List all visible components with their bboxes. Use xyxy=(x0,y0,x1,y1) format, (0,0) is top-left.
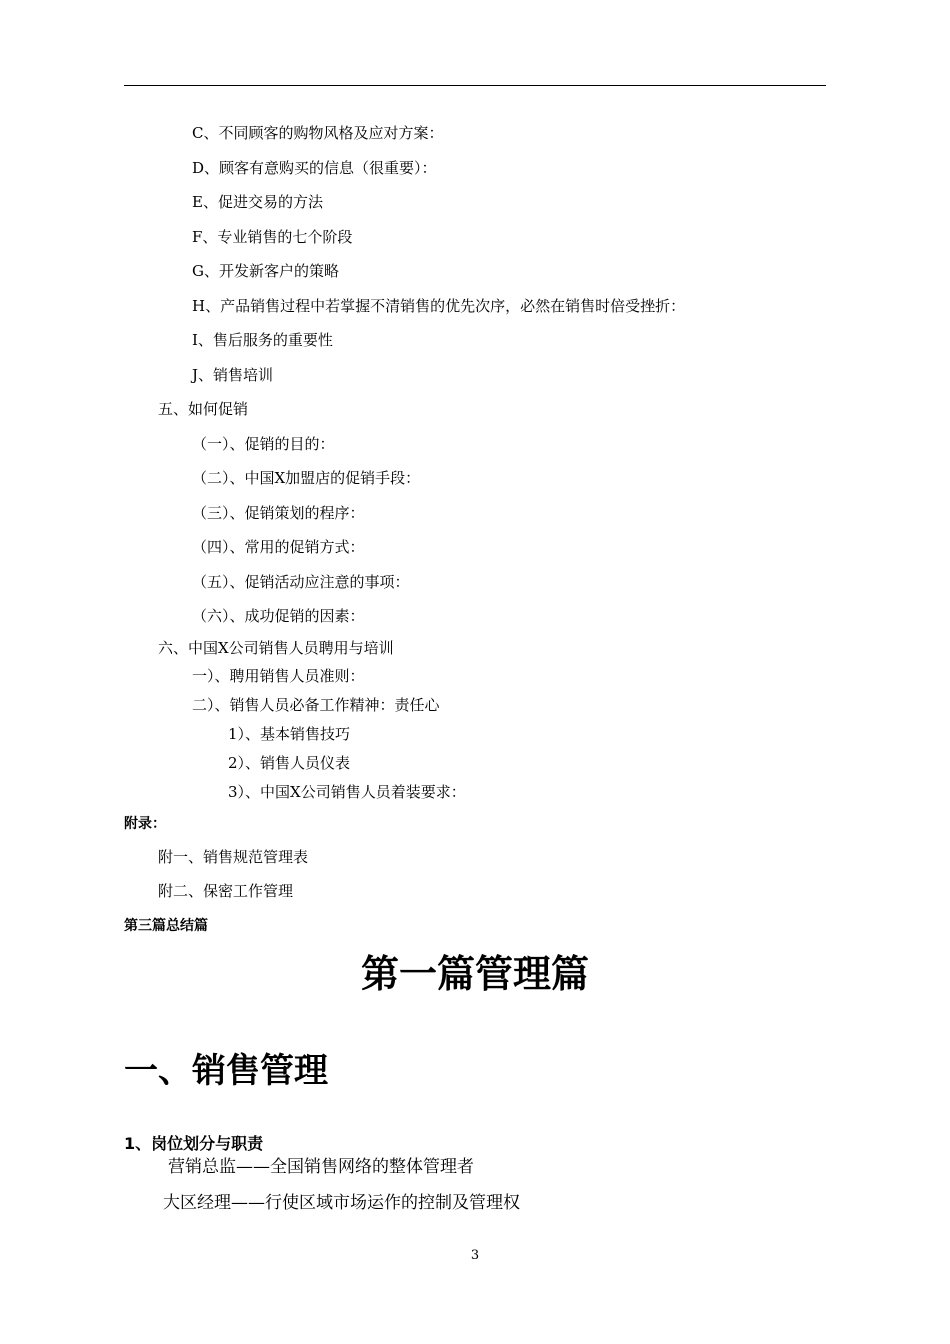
toc-item-e: E、促进交易的方法 xyxy=(192,193,323,211)
section-title: 1、岗位划分与职责 xyxy=(124,1134,264,1153)
toc-item-5-3: （三）、促销策划的程序： xyxy=(192,504,365,522)
toc-item-j: J、销售培训 xyxy=(192,366,274,384)
toc-item-d: D、顾客有意购买的信息（很重要）： xyxy=(192,159,437,177)
toc-item-5-4: （四）、常用的促销方式： xyxy=(192,538,365,556)
toc-item-c: C、不同顾客的购物风格及应对方案： xyxy=(192,124,444,142)
toc-appendix-heading: 附录： xyxy=(124,816,166,832)
toc-item-h: H、产品销售过程中若掌握不清销售的优先次序，必然在销售时倍受挫折： xyxy=(192,297,686,315)
header-rule xyxy=(124,85,826,86)
toc-item-f: F、专业销售的七个阶段 xyxy=(192,228,353,246)
toc-appendix-1: 附一、销售规范管理表 xyxy=(158,848,309,866)
toc-item-5-2: （二）、中国X加盟店的促销手段： xyxy=(192,469,421,487)
chapter-title: 一、销售管理 xyxy=(124,1051,328,1091)
toc-section-6: 六、中国X公司销售人员聘用与培训 xyxy=(158,639,394,657)
toc-item-i: I、售后服务的重要性 xyxy=(192,331,333,349)
toc-item-5-6: （六）、成功促销的因素： xyxy=(192,607,365,625)
toc-item-6-2-2: 2）、销售人员仪表 xyxy=(228,754,351,772)
toc-item-5-1: （一）、促销的目的： xyxy=(192,435,335,453)
part-title: 第一篇管理篇 xyxy=(360,952,589,996)
toc-item-6-1: 一）、聘用销售人员准则： xyxy=(192,667,365,685)
toc-section-5: 五、如何促销 xyxy=(158,400,249,418)
body-paragraph-2: 大区经理——行使区域市场运作的控制及管理权 xyxy=(163,1193,520,1213)
toc-item-6-2-1: 1）、基本销售技巧 xyxy=(228,725,351,743)
toc-item-6-2-3: 3）、中国X公司销售人员着装要求： xyxy=(228,783,466,801)
toc-part-3: 第三篇总结篇 xyxy=(124,918,208,934)
page-number: 3 xyxy=(470,1248,480,1263)
toc-item-5-5: （五）、促销活动应注意的事项： xyxy=(192,573,410,591)
toc-item-6-2: 二）、销售人员必备工作精神：责任心 xyxy=(192,696,440,714)
toc-item-g: G、开发新客户的策略 xyxy=(192,262,339,280)
toc-appendix-2: 附二、保密工作管理 xyxy=(158,882,294,900)
body-paragraph-1: 营销总监——全国销售网络的整体管理者 xyxy=(168,1157,474,1177)
